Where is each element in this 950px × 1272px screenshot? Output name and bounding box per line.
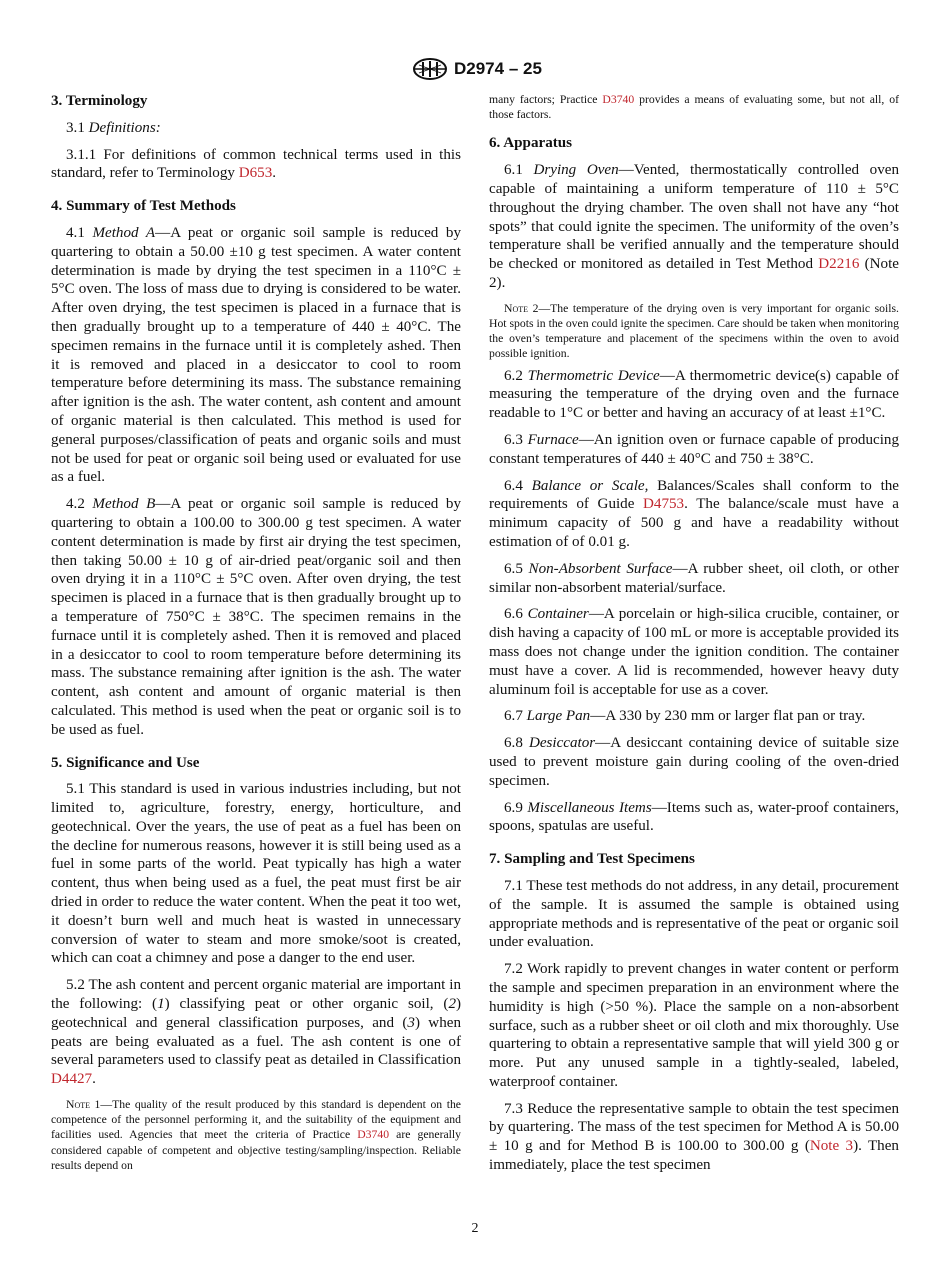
ref-note-3[interactable]: Note 3	[809, 1138, 854, 1155]
ref-d4427[interactable]: D4427	[51, 1071, 93, 1088]
paragraph-6-6: 6.6 Container—A porcelain or high-silica crucible, container, or dish having a capacity of 100 mL or more is acceptable provided its mass does not change under the ignition condition. The container must have a cover. A lid is recommended, however heavy duty aluminum foil is acceptable for use as a cover.	[489, 606, 900, 698]
note-1: Note 1—The quality of the result produced by this standard is dependent on the competence of the personnel performing it, and the suitability of the equipment and facilities used. Agencies that meet the criteria of Practice D3740 are generally considered capable of competent and objective testing/sampling/inspection. Reliable results depend on	[51, 1098, 461, 1172]
paragraph-6-2: 6.2 Thermometric Device—A thermometric device(s) capable of measuring the temperature of the drying oven and the furnace readable to 1°C or better and having an accuracy of at least ±1°C.	[489, 367, 900, 422]
ref-d3740[interactable]: D3740	[357, 1128, 390, 1142]
section-4-heading: 4. Summary of Test Methods	[51, 198, 236, 215]
paragraph-3-1-1: 3.1.1 For definitions of common technical terms used in this standard, refer to Terminology D653.	[51, 146, 461, 182]
paragraph-7-1: 7.1 These test methods do not address, in any detail, procurement of the sample. It is assumed the sample is obtained using appropriate methods and is representative of the peat or organic soil under evaluation.	[489, 877, 900, 951]
ref-d653[interactable]: D653	[238, 165, 273, 182]
astm-logo-icon	[410, 58, 450, 80]
ref-d4753[interactable]: D4753	[643, 496, 685, 513]
paragraph-6-4: 6.4 Balance or Scale, Balances/Scales shall conform to the requirements of Guide D4753. The balance/scale must have a minimum capacity of 500 g and have a readability without estimation of of 0.01 g.	[489, 477, 900, 550]
paragraph-5-1: 5.1 This standard is used in various industries including, but not limited to, agriculture, forestry, energy, horticulture, and geotechnical. Over the years, the use of peat as a fuel has been on the decline for numerous reasons, however it is still being used as a fuel in some parts of the world. Peat typically has high a water content, thus when being used as a fuel, the peat must first be air dried in order to reduce the water content. When the peat it too wet, it doesn’t burn well and much heat is wasted in unnecessary conversion of water to steam and more smoke/soot is created, which can coat a chimney and pose a danger to the end user.	[51, 781, 461, 967]
paragraph-4-1: 4.1 Method A—A peat or organic soil sample is reduced by quartering to obtain a 50.00 ±10 g test specimen. A water content determination is made by drying the test specimen in a 110°C ± 5°C oven. The loss of mass due to drying is considered to be water. After oven drying, the test specimen is placed in a furnace that is then gradually brought up to a temperature of 440 ± 40°C. The specimen remains in the furnace until it is completely ashed. Then it is removed and placed in a desiccator to cool to room temperature before determining its mass. The substance remaining after ignition is the ash. The water content, ash content and amount of organic material is then calculated. This method is used for general purposes/classification of peats and organic soils and must not be used for peat or organic soil being used or evaluated for use as a fuel.	[51, 224, 462, 486]
paragraph-6-5: 6.5 Non-Absorbent Surface—A rubber sheet, oil cloth, or other similar non-absorbent material/surface.	[489, 560, 899, 596]
right-column	[489, 92, 899, 1183]
paragraph-6-9: 6.9 Miscellaneous Items—Items such as, water-proof containers, spoons, spatulas are useful.	[489, 799, 899, 835]
paragraph-6-7: 6.7 Large Pan—A 330 by 230 mm or larger flat pan or tray.	[504, 708, 866, 725]
page-header	[0, 58, 950, 82]
document-number: D2974 – 25	[454, 59, 542, 78]
paragraph-5-2: 5.2 The ash content and percent organic material are important in the following: (1) classifying peat or other organic soil, (2) geotechnical and general classification purposes, and (3) when peats are being evaluated as a fuel. The ash content is one of several parameters used to classify peat as detailed in Classification D4427.	[51, 977, 462, 1088]
paragraph-6-1: 6.1 Drying Oven—Vented, thermostatically controlled oven capable of maintaining a uniform temperature of 110 ± 5°C throughout the drying chamber. The oven shall not have any “hot spots” that could ignite the specimen. The uniformity of the oven’s temperature shall be verified annually and the temperature should be checked or monitored as detailed in Test Method D2216 (Note 2).	[489, 162, 900, 291]
ref-d2216[interactable]: D2216	[818, 256, 860, 273]
paragraph-6-8: 6.8 Desiccator—A desiccant containing device of suitable size used to prevent moisture gain during cooling of the oven-dried specimen.	[489, 735, 899, 789]
paragraph-7-2: 7.2 Work rapidly to prevent changes in water content or perform the sample and specimen preparation in an environment where the humidity is high (>50 %). Place the sample on a non-absorbent surface, such as a rubber sheet or oil cloth and mix thoroughly. Use quartering to obtain a representative sample that will yield 300 g or more. Put any unused sample in a tightly-sealed, labeled, waterproof container.	[489, 961, 899, 1090]
paragraph-7-3: 7.3 Reduce the representative sample to obtain the test specimen by quartering. The mass of the test specimen for Method A is 50.00 ± 10 g and for Method B is 100.00 to 300.00 g (Note 3). Then immediately, place the test specimen	[489, 1100, 899, 1174]
section-5-heading: 5. Significance and Use	[51, 754, 200, 771]
paragraph-3-1: 3.1 Definitions:	[66, 119, 161, 136]
section-3-heading: 3. Terminology	[51, 93, 148, 109]
left-column	[51, 92, 461, 1178]
note-1-continued: many factors; Practice D3740 provides a means of evaluating some, but not all, of those factors.	[489, 93, 899, 122]
section-6-heading: 6. Apparatus	[489, 135, 573, 152]
note-2: Note 2—The temperature of the drying oven is very important for organic soils. Hot spots in the oven could ignite the specimen. Care should be taken when monitoring the oven’s temperature and placement of the specimens within the oven to avoid possible ignition.	[489, 301, 899, 361]
page-number: 2	[471, 1221, 479, 1236]
ref-d3740-2[interactable]: D3740	[602, 93, 635, 106]
paragraph-4-2: 4.2 Method B—A peat or organic soil sample is reduced by quartering to obtain a 100.00 to 300.00 g test specimen. A water content determination is made by first air drying the test specimen, then taking 50.00 ± 10 g of air-dried peat/organic soil and then oven drying it in a 110°C ± 5°C oven. After oven drying, the test specimen is placed in a furnace that is then gradually brought up to a temperature of 750°C ± 38°C. The specimen remains in the furnace until it is completely ashed. Then it is removed and placed in a desiccator to cool to room temperature before determining its mass. The substance remaining after ignition is the ash. The water content, ash content and amount of organic material is then calculated. This method is used when the peat or organic soil is to be used as fuel.	[51, 496, 461, 738]
paragraph-6-3: 6.3 Furnace—An ignition oven or furnace capable of producing constant temperatures of 440 ± 40°C and 750 ± 38°C.	[489, 431, 900, 467]
section-7-heading: 7. Sampling and Test Specimens	[489, 851, 695, 868]
